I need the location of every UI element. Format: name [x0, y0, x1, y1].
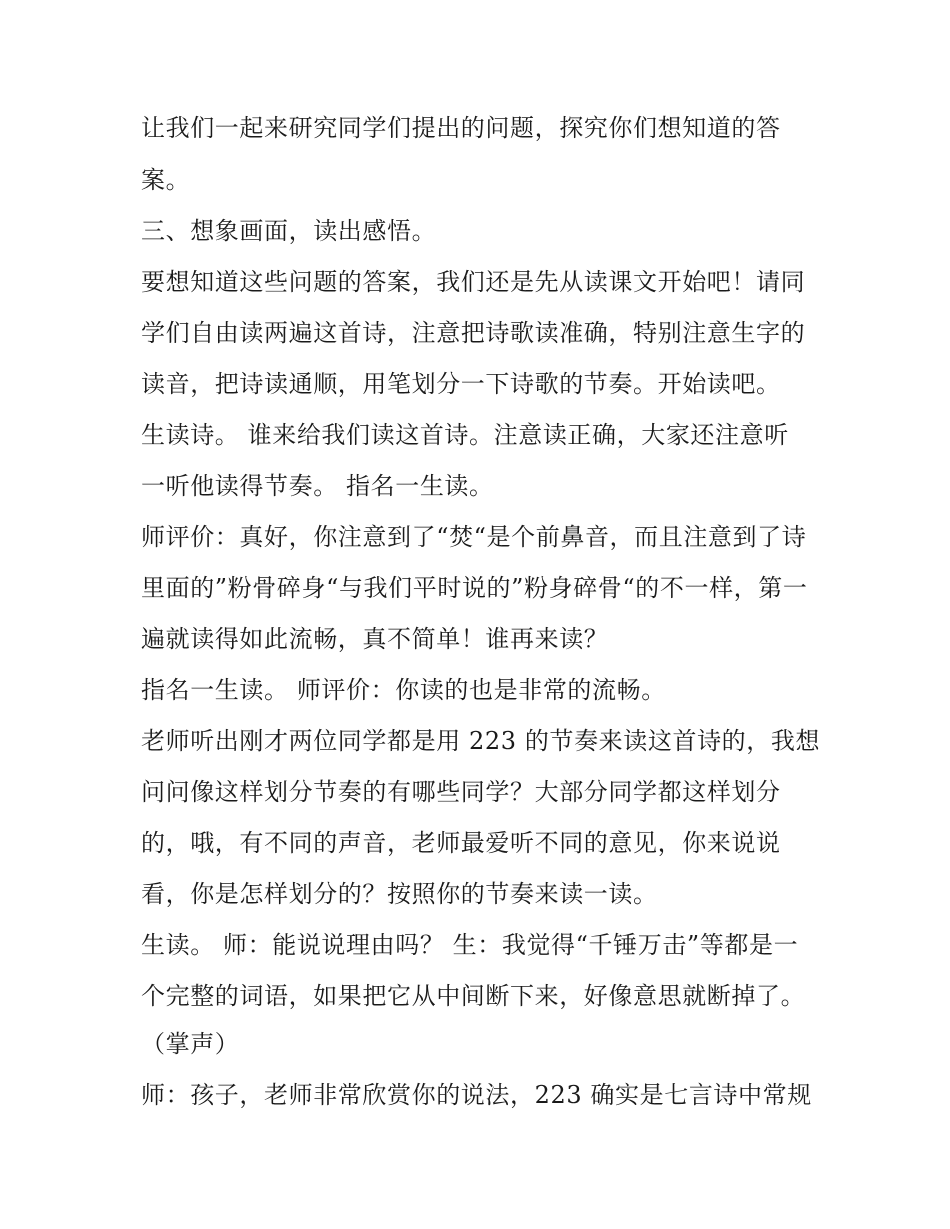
text-line-14: 问问像这样划分节奏的有哪些同学？大部分同学都这样划分	[141, 778, 781, 806]
text-line-6: 读音，把诗读通顺，用笔划分一下诗歌的节奏。开始读吧。	[141, 370, 781, 398]
text-line-8: 一听他读得节奏。 指名一生读。	[141, 472, 494, 500]
text-line-16: 看，你是怎样划分的？按照你的节奏来读一读。	[141, 880, 658, 908]
text-line-5: 学们自由读两遍这首诗，注意把诗歌读准确，特别注意生字的	[141, 319, 806, 347]
text-line-2: 案。	[141, 166, 191, 194]
text-line-7: 生读诗。 谁来给我们读这首诗。注意读正确，大家还注意听	[141, 421, 789, 449]
text-line-10: 里面的”粉骨碎身“与我们平时说的”粉身碎骨“的不一样，第一	[141, 574, 808, 602]
text-line-20: 师：孩子，老师非常欣赏你的说法，223 确实是七言诗中常规	[141, 1081, 812, 1109]
text-line-18: 个完整的词语，如果把它从中间断下来，好像意思就断掉了。	[141, 982, 806, 1010]
text-line-11: 遍就读得如此流畅，真不简单！谁再来读？	[141, 625, 609, 653]
text-line-1: 让我们一起来研究同学们提出的问题，探究你们想知道的答	[141, 114, 781, 142]
text-line-4: 要想知道这些问题的答案，我们还是先从读课文开始吧！请同	[141, 268, 806, 296]
text-line-17: 生读。 师：能说说理由吗？ 生：我觉得“千锤万击”等都是一	[141, 931, 799, 959]
text-line-12: 指名一生读。 师评价：你读的也是非常的流畅。	[141, 676, 666, 704]
text-line-15: 的，哦，有不同的声音，老师最爱听不同的意见，你来说说	[141, 829, 781, 857]
text-line-9: 师评价：真好，你注意到了“焚“是个前鼻音，而且注意到了诗	[141, 523, 807, 551]
text-line-19: （掌声）	[141, 1030, 240, 1058]
section-heading: 三、想象画面，读出感悟。	[141, 217, 437, 245]
text-line-13: 老师听出刚才两位同学都是用 223 的节奏来读这首诗的，我想	[141, 727, 821, 755]
